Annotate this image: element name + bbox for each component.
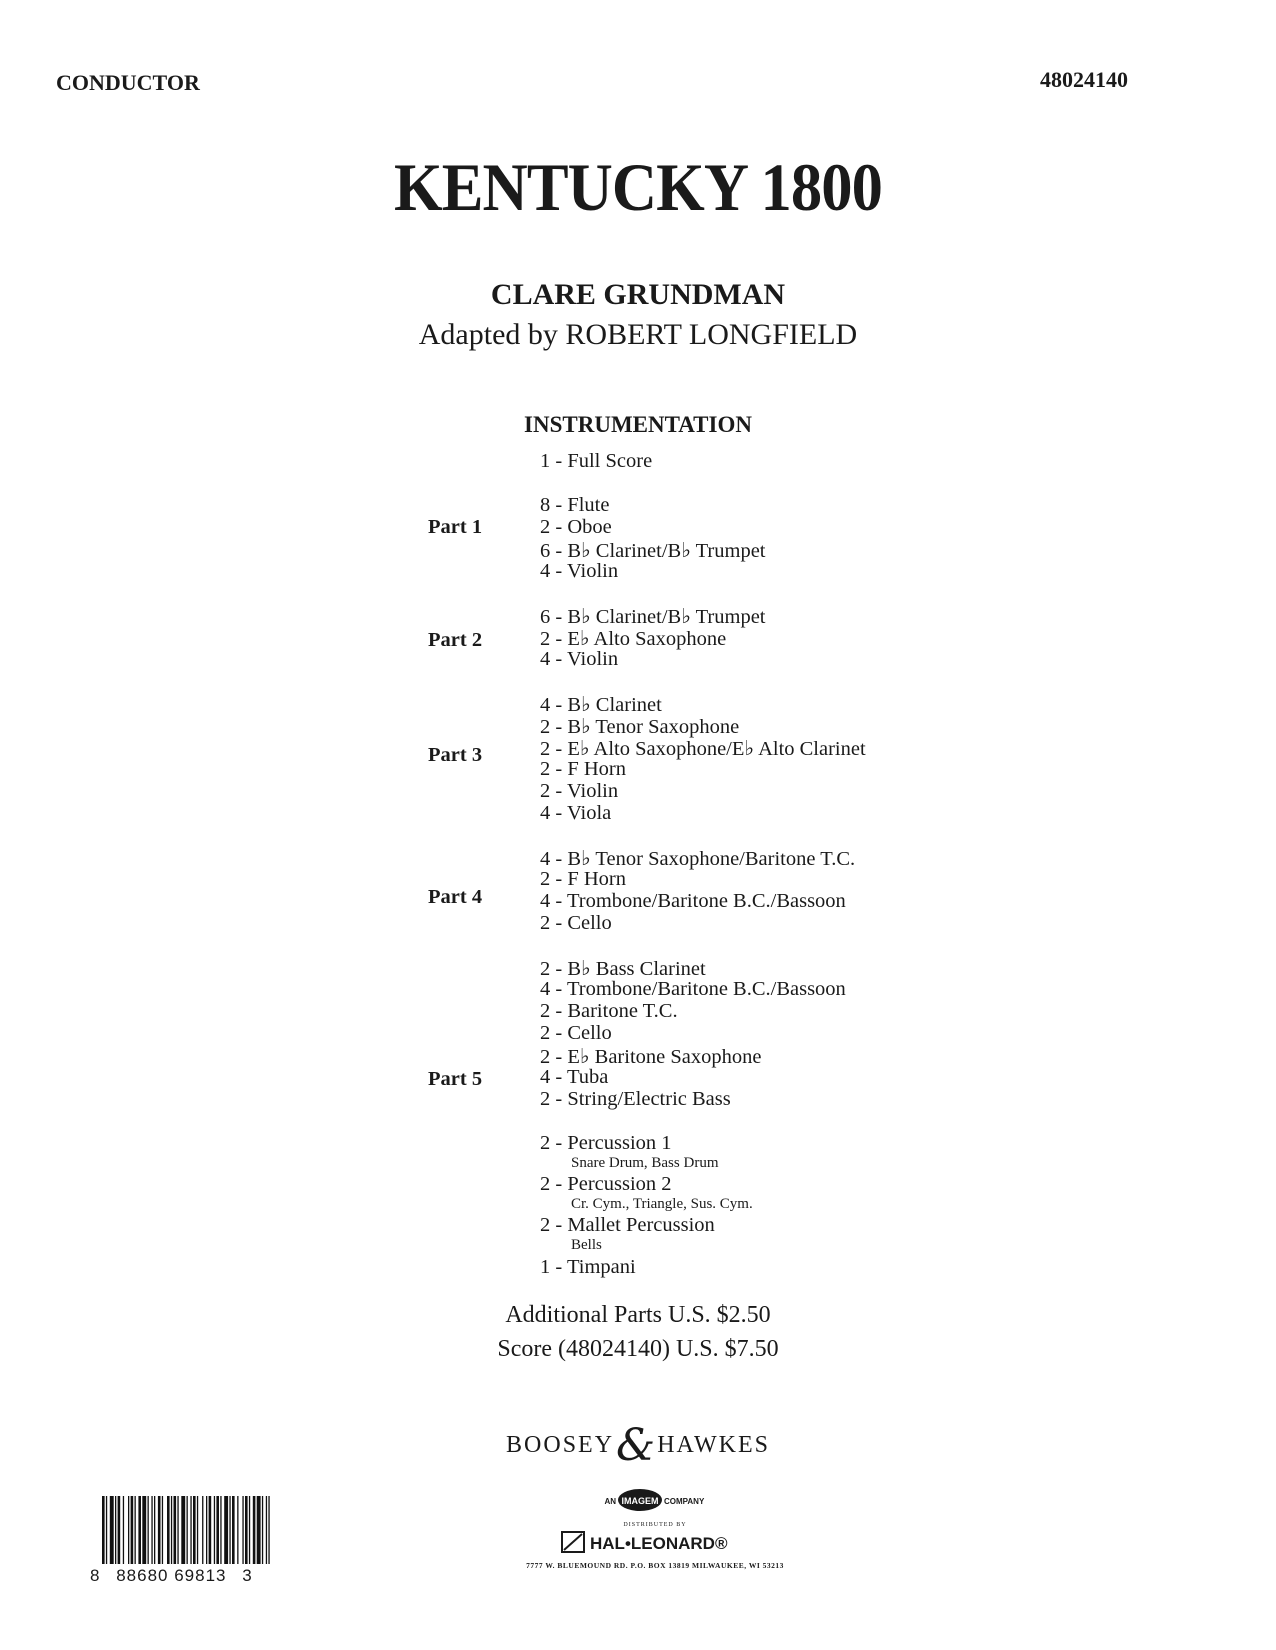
barcode-bar bbox=[214, 1496, 215, 1564]
barcode bbox=[102, 1496, 270, 1564]
barcode-bar bbox=[171, 1496, 172, 1564]
barcode-bar bbox=[245, 1496, 248, 1564]
barcode-bar bbox=[197, 1496, 198, 1564]
barcode-bar bbox=[158, 1496, 161, 1564]
barcode-bar bbox=[266, 1496, 267, 1564]
list-item: 1 - Full Score bbox=[540, 450, 653, 472]
list-item: 2 - Percussion 2 bbox=[540, 1173, 672, 1195]
barcode-bar bbox=[181, 1496, 185, 1564]
list-item: 6 - B♭ Clarinet/B♭ Trumpet bbox=[540, 606, 766, 628]
arranger: Adapted by ROBERT LONGFIELD bbox=[418, 318, 858, 351]
barcode-bar bbox=[151, 1496, 152, 1564]
barcode-bar bbox=[154, 1496, 155, 1564]
barcode-bar bbox=[229, 1496, 230, 1564]
list-item: 4 - B♭ Tenor Saxophone/Baritone T.C. bbox=[540, 848, 856, 870]
list-item-detail: Cr. Cym., Triangle, Sus. Cym. bbox=[571, 1196, 753, 1212]
svg-text:COMPANY: COMPANY bbox=[664, 1497, 705, 1506]
publisher-logo bbox=[0, 1420, 1276, 1471]
list-item: 2 - F Horn bbox=[540, 868, 626, 890]
list-item-detail: Bells bbox=[571, 1237, 602, 1253]
header-conductor: CONDUCTOR bbox=[56, 70, 200, 95]
barcode-bar bbox=[216, 1496, 219, 1564]
barcode-bar bbox=[237, 1496, 238, 1564]
part-label: Part 2 bbox=[428, 629, 483, 651]
barcode-bar bbox=[142, 1496, 146, 1564]
list-item: 4 - Violin bbox=[540, 648, 619, 670]
page-title: KENTUCKY 1800 bbox=[394, 149, 882, 225]
barcode-bar bbox=[206, 1496, 207, 1564]
barcode-bar bbox=[268, 1496, 269, 1564]
list-item: 2 - Oboe bbox=[540, 516, 612, 538]
barcode-bar bbox=[102, 1496, 105, 1564]
list-item: 2 - E♭ Alto Saxophone bbox=[540, 628, 727, 650]
barcode-bar bbox=[209, 1496, 212, 1564]
part-label: Part 4 bbox=[428, 886, 483, 908]
barcode-digits bbox=[90, 1566, 280, 1586]
barcode-bar bbox=[202, 1496, 203, 1564]
list-item: 2 - Cello bbox=[540, 912, 612, 934]
list-item: 2 - B♭ Bass Clarinet bbox=[540, 958, 706, 980]
distributor-address: 7777 W. BLUEMOUND RD. P.O. BOX 13819 MILWAUKEE, WI 53213 bbox=[526, 1561, 784, 1570]
barcode-bar bbox=[253, 1496, 256, 1564]
barcode-bar bbox=[148, 1496, 149, 1564]
list-item: 4 - Violin bbox=[540, 560, 619, 582]
barcode-bar bbox=[177, 1496, 178, 1564]
barcode-bar bbox=[224, 1496, 228, 1564]
list-item: 2 - E♭ Baritone Saxophone bbox=[540, 1046, 762, 1068]
barcode-bar bbox=[242, 1496, 243, 1564]
part-label: Part 5 bbox=[428, 1068, 483, 1090]
barcode-bar bbox=[249, 1496, 250, 1564]
barcode-bar bbox=[131, 1496, 134, 1564]
barcode-bar bbox=[220, 1496, 221, 1564]
barcode-bar bbox=[118, 1496, 121, 1564]
list-item: 4 - Trombone/Baritone B.C./Bassoon bbox=[540, 978, 846, 1000]
list-item: 2 - String/Electric Bass bbox=[540, 1088, 731, 1110]
barcode-first-digit: 8 bbox=[90, 1566, 101, 1585]
barcode-middle-digits: 88680 69813 bbox=[116, 1566, 227, 1585]
list-item: 4 - Tuba bbox=[540, 1066, 609, 1088]
barcode-bar bbox=[167, 1496, 170, 1564]
composer: CLARE GRUNDMAN bbox=[490, 278, 786, 311]
part-label: Part 1 bbox=[428, 516, 483, 538]
barcode-bar bbox=[115, 1496, 116, 1564]
price-additional-parts: Additional Parts U.S. $2.50 bbox=[505, 1302, 771, 1328]
barcode-bar bbox=[262, 1496, 263, 1564]
instrumentation-heading: INSTRUMENTATION bbox=[524, 412, 752, 437]
barcode-last-digit: 3 bbox=[242, 1566, 253, 1585]
barcode-bar bbox=[232, 1496, 235, 1564]
list-item: 6 - B♭ Clarinet/B♭ Trumpet bbox=[540, 540, 766, 562]
barcode-bar bbox=[110, 1496, 114, 1564]
barcode-bar bbox=[193, 1496, 196, 1564]
publisher-name-left: BOOSEY bbox=[506, 1432, 615, 1458]
barcode-bar bbox=[128, 1496, 129, 1564]
list-item-detail: Snare Drum, Bass Drum bbox=[571, 1155, 719, 1171]
barcode-bar bbox=[257, 1496, 261, 1564]
publisher-name-right: HAWKES bbox=[657, 1432, 770, 1458]
header-product-code: 48024140 bbox=[1040, 67, 1128, 92]
list-item: 2 - E♭ Alto Saxophone/E♭ Alto Clarinet bbox=[540, 738, 866, 760]
svg-text:HAL•LEONARD®: HAL•LEONARD® bbox=[590, 1534, 728, 1553]
list-item: 2 - Baritone T.C. bbox=[540, 1000, 678, 1022]
list-item: 2 - Cello bbox=[540, 1022, 612, 1044]
barcode-bar bbox=[138, 1496, 141, 1564]
list-item: 2 - Percussion 1 bbox=[540, 1132, 672, 1154]
list-item: 4 - Viola bbox=[540, 802, 612, 824]
barcode-bar bbox=[106, 1496, 107, 1564]
barcode-bar bbox=[190, 1496, 191, 1564]
part-label: Part 3 bbox=[428, 744, 483, 766]
barcode-bar bbox=[162, 1496, 163, 1564]
ampersand-glyph: & bbox=[616, 1420, 656, 1471]
barcode-bar bbox=[123, 1496, 124, 1564]
list-item: 2 - F Horn bbox=[540, 758, 626, 780]
imagem-company-logo bbox=[560, 1487, 720, 1513]
list-item: 2 - B♭ Tenor Saxophone bbox=[540, 716, 740, 738]
list-item: 8 - Flute bbox=[540, 494, 610, 516]
barcode-bar bbox=[135, 1496, 136, 1564]
list-item: 1 - Timpani bbox=[540, 1256, 636, 1278]
hal-leonard-logo bbox=[560, 1528, 760, 1556]
price-score: Score (48024140) U.S. $7.50 bbox=[497, 1336, 779, 1362]
svg-text:AN: AN bbox=[604, 1497, 616, 1506]
list-item: 4 - Trombone/Baritone B.C./Bassoon bbox=[540, 890, 846, 912]
list-item: 4 - B♭ Clarinet bbox=[540, 694, 662, 716]
barcode-bar bbox=[174, 1496, 177, 1564]
list-item: 2 - Violin bbox=[540, 780, 619, 802]
barcode-bar bbox=[187, 1496, 188, 1564]
list-item: 2 - Mallet Percussion bbox=[540, 1214, 715, 1236]
distributed-by-label: DISTRIBUTED BY bbox=[623, 1522, 687, 1528]
svg-text:IMAGEM: IMAGEM bbox=[621, 1496, 659, 1506]
